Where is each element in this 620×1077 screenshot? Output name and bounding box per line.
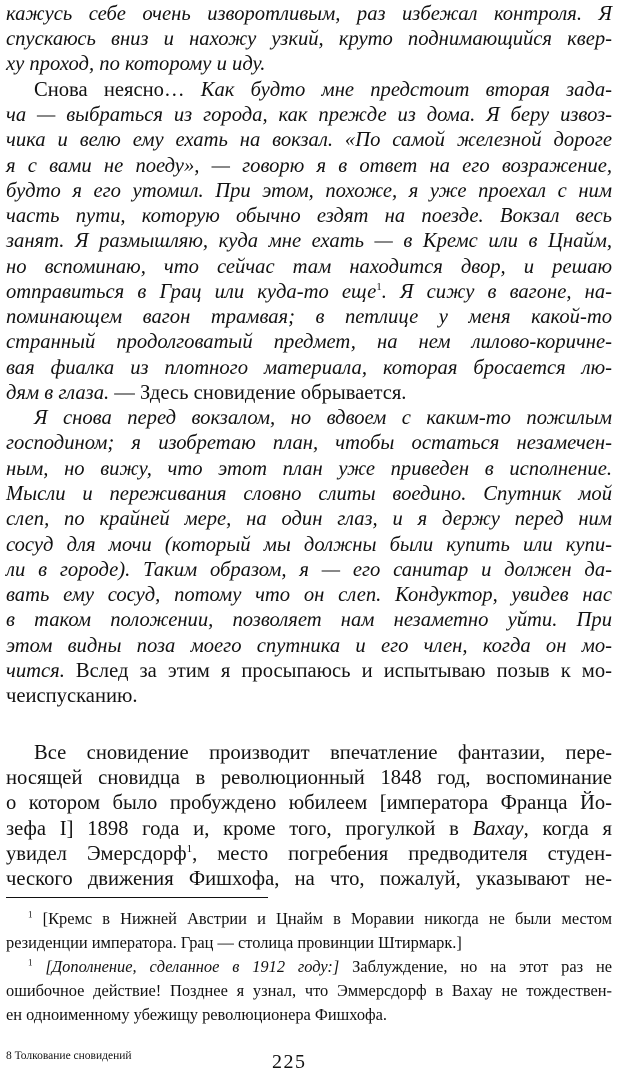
text-segment: странный продолговатый предмет, на нем лилово-коричне-	[6, 331, 612, 353]
text-segment: этом видны поза моего спутника и его член, когда он мо-	[6, 635, 612, 657]
text-line	[6, 659, 612, 684]
text-segment: Как будто мне предстоит вторая зада-	[200, 79, 612, 101]
text-segment: [Дополнение, сделанное в 1912 году:]	[45, 957, 340, 976]
text-line	[6, 558, 612, 583]
text-segment: часть пути, которую обычно ездят на поезде. Вокзал весь	[6, 205, 612, 227]
text-line	[34, 741, 612, 766]
text-line	[6, 684, 612, 709]
text-line	[34, 406, 612, 431]
text-line	[6, 608, 612, 633]
text-segment: я с вами не поеду», — говорю я в ответ на его возражение,	[6, 155, 612, 177]
text-line	[6, 305, 612, 330]
text-segment: , когда я	[523, 818, 612, 840]
text-line	[6, 482, 612, 507]
text-line	[6, 842, 612, 867]
text-segment: но вспоминаю, что сейчас там находится двор, и решаю	[6, 256, 612, 278]
text-segment: — Здесь сновидение обрывается.	[114, 382, 407, 404]
footnote-ref: 1	[28, 909, 33, 920]
text-line	[6, 356, 612, 381]
text-line	[6, 2, 612, 27]
text-segment: Вслед за этим я просыпаюсь и испытываю позыв к мо-	[64, 660, 612, 682]
text-segment: , место погребения предводителя студен-	[192, 843, 612, 865]
text-segment: Я снова перед вокзалом, но вдвоем с каким-то пожилым	[34, 407, 612, 429]
text-line	[6, 128, 612, 153]
footnote-line	[28, 955, 612, 979]
text-segment: чика и велю ему ехать на вокзал. «По самой железной дороге	[6, 129, 612, 151]
text-line	[6, 229, 612, 254]
text-line	[6, 154, 612, 179]
footnote-line	[6, 979, 612, 1003]
text-segment: ху проход, по которому и иду.	[6, 53, 266, 75]
text-segment: [Кремс в Нижней Австрии и Цнайм в Моравии никогда не были местом	[32, 909, 612, 928]
text-segment: Снова неясно…	[34, 79, 201, 101]
text-line	[6, 791, 612, 816]
text-segment: дям в глаза.	[6, 382, 115, 404]
text-segment: Мысли и переживания словно слиты воедино. Спутник мой	[6, 483, 612, 505]
text-segment: отправиться в Грац или куда-то еще	[6, 281, 377, 303]
text-line	[6, 457, 612, 482]
text-segment: слеп, по крайней мере, на один глаз, и я держу перед ним	[6, 508, 612, 530]
text-segment: будто я его утомил. При этом, похоже, я уже проехал с ним	[6, 180, 612, 202]
text-segment: вая фиалка из плотного материала, которая бросается лю-	[6, 357, 612, 379]
text-segment: о котором было пробуждено юбилеем [императора Франца Йо-	[6, 792, 612, 814]
text-segment: резиденции императора. Грац — столица провинции Штирмарк.]	[6, 933, 462, 952]
text-line	[6, 381, 612, 406]
footnote-ref: 1	[186, 843, 193, 856]
text-segment: поминающем вагон трамвая; в петлице у меня какой-то	[6, 306, 612, 328]
text-line	[6, 103, 612, 128]
text-segment: зефа I] 1898 года и, кроме того, прогулкой в	[6, 818, 473, 840]
signature-mark: 8 Толкование сновидений	[6, 1050, 132, 1062]
text-segment: господином; я изобретаю план, чтобы остаться незамечен-	[6, 432, 612, 454]
text-line	[6, 507, 612, 532]
text-line	[6, 431, 612, 456]
text-segment: Вахау	[472, 818, 524, 840]
text-segment: чеиспусканию.	[6, 685, 138, 707]
text-line	[6, 867, 612, 892]
text-segment: вать ему сосуд, потому что он слеп. Кондуктор, увидев нас	[6, 584, 612, 606]
text-segment: кажусь себе очень изворотливым, раз избежал контроля. Я	[6, 3, 612, 25]
text-segment: занят. Я размышляю, куда мне ехать — в Кремс или в Цнайм,	[6, 230, 612, 252]
text-segment: в таком положении, позволяет нам незаметно уйти. При	[6, 609, 612, 631]
text-segment: ча — выбраться из города, как прежде из дома. Я беру извоз-	[6, 104, 612, 126]
text-segment: чится.	[6, 660, 65, 682]
text-segment: Заблуждение, но на этот раз не	[339, 957, 612, 976]
text-segment: ли в городе). Таким образом, я — его санитар и должен да-	[6, 559, 612, 581]
text-line	[6, 766, 612, 791]
footnote-ref: 1	[28, 957, 33, 968]
text-line	[34, 78, 612, 103]
text-segment: увидел Эмерсдорф	[6, 843, 187, 865]
text-segment: ен одноименному убежищу революционера Фишхофа.	[6, 1005, 388, 1024]
text-line	[6, 280, 612, 305]
footnote-line	[28, 907, 612, 931]
text-line	[6, 204, 612, 229]
text-line	[6, 583, 612, 608]
footnote-line	[6, 931, 612, 955]
text-line	[6, 634, 612, 659]
text-line	[6, 533, 612, 558]
text-line	[6, 330, 612, 355]
text-line	[6, 179, 612, 204]
text-segment: ошибочное действие! Позднее я узнал, что Эммерсдорф в Вахау не тождествен-	[6, 981, 612, 1000]
text-segment: ческого движения Фишхофа, на что, пожалуй, указывают не-	[6, 868, 612, 890]
text-segment: носящей сновидца в революционный 1848 год, воспоминание	[6, 767, 612, 789]
text-segment: сосуд для мочи (который мы должны были купить или купи-	[6, 534, 612, 556]
text-line	[6, 817, 612, 842]
text-segment: . Я сижу в вагоне, на-	[381, 281, 612, 303]
text-segment: ным, но вижу, что этот план уже приведен в исполнение.	[6, 458, 612, 480]
text-line	[6, 255, 612, 280]
text-line	[6, 52, 612, 77]
footnote-separator	[6, 897, 268, 898]
text-line	[6, 27, 612, 52]
text-segment: спускаюсь вниз и нахожу узкий, круто поднимающийся квер-	[6, 28, 612, 50]
text-segment	[33, 957, 46, 976]
page-number: 225	[272, 1051, 307, 1073]
text-segment: Все сновидение производит впечатление фантазии, пере-	[34, 742, 612, 764]
footnote-line	[6, 1003, 612, 1027]
footnote-ref: 1	[376, 281, 382, 294]
